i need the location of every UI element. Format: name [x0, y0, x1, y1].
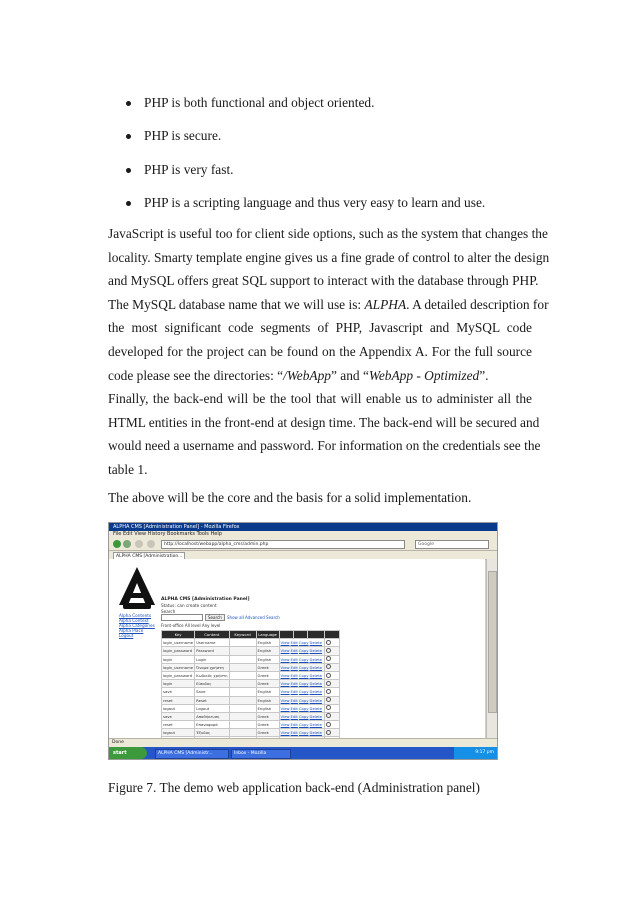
row-actions — [279, 680, 325, 688]
row-select — [325, 729, 340, 737]
table-cell: Login — [195, 655, 229, 663]
table-cell: English — [256, 696, 279, 704]
table-cell — [229, 688, 256, 696]
row-action-link: Copy — [298, 673, 309, 679]
panel-title: ALPHA CMS [Administration Panel] — [161, 597, 250, 602]
row-actions — [279, 671, 325, 679]
radio-icon — [326, 730, 331, 735]
row-select — [325, 704, 340, 712]
row-action-link: View — [280, 722, 290, 728]
table-cell: login_password — [162, 671, 195, 679]
table-row — [162, 721, 340, 729]
page-content — [109, 559, 485, 747]
row-action-link: View — [280, 681, 290, 687]
row-action-link: Copy — [298, 722, 309, 728]
text-segment: code please see the directories: “ — [108, 367, 284, 383]
table-cell: Password — [195, 647, 229, 655]
table-header-cell — [308, 631, 325, 639]
content-table — [161, 630, 340, 754]
text-line: The above will be the core and the basis for a solid implementation. — [108, 490, 472, 505]
text-line: would need a username and password. For information on the credentials see the — [108, 438, 541, 454]
directory-name: WebApp - Optimized — [368, 367, 480, 383]
table-cell: English — [256, 688, 279, 696]
row-action-link: View — [280, 656, 290, 662]
taskbar-item: ALPHA CMS [Administr... — [155, 749, 229, 759]
side-link: Alpha Contents — [119, 613, 152, 618]
row-actions — [279, 688, 325, 696]
table-cell — [229, 639, 256, 647]
row-action-link: Delete — [309, 640, 323, 646]
bullet-text: PHP is a scripting language and thus very easy to learn and use. — [144, 195, 486, 210]
table-cell: save — [162, 688, 195, 696]
panel-search-label: Search — [161, 609, 176, 614]
row-action-link: Copy — [298, 681, 309, 687]
radio-icon — [326, 697, 331, 702]
row-action-link: Copy — [298, 648, 309, 654]
table-cell: English — [256, 655, 279, 663]
table-cell: Αποθήκευση — [195, 712, 229, 720]
table-header-cell — [325, 631, 340, 639]
table-header-cell: Keyword — [229, 631, 256, 639]
table-row — [162, 663, 340, 671]
panel-search-button: Search — [205, 614, 225, 621]
reload-icon — [135, 540, 143, 548]
side-link: Logout — [119, 633, 134, 638]
row-action-link: Delete — [309, 722, 323, 728]
row-action-link: Edit — [290, 656, 298, 662]
row-select — [325, 712, 340, 720]
bullet-text: PHP is secure. — [144, 128, 222, 143]
radio-icon — [326, 664, 331, 669]
navigation-toolbar — [109, 538, 497, 551]
bullet-text: PHP is both functional and object oriented. — [144, 95, 375, 110]
table-cell — [229, 655, 256, 663]
back-icon — [113, 540, 121, 548]
table-cell: Username — [195, 639, 229, 647]
table-cell — [229, 721, 256, 729]
text-segment: . A detailed description for — [406, 296, 549, 312]
radio-icon — [326, 673, 331, 678]
table-cell: Logout — [195, 704, 229, 712]
panel-radios: Front-office All level Any level — [161, 623, 221, 628]
row-action-link: Delete — [309, 730, 323, 736]
table-cell: Greek — [256, 712, 279, 720]
directory-name: /WebApp — [283, 367, 331, 383]
table-cell: Όνομα χρήστη — [195, 663, 229, 671]
search-box: Google — [415, 540, 489, 549]
radio-icon — [326, 689, 331, 694]
row-select — [325, 639, 340, 647]
text-line — [108, 364, 532, 388]
table-cell: login_password — [162, 647, 195, 655]
start-button: start — [109, 747, 147, 759]
database-name: ALPHA — [364, 296, 407, 312]
paragraph-summary — [108, 486, 532, 510]
row-action-link: View — [280, 664, 290, 670]
row-action-link: Edit — [290, 640, 298, 646]
panel-search-input — [161, 614, 203, 621]
table-cell — [229, 663, 256, 671]
row-actions — [279, 655, 325, 663]
row-action-link: Delete — [309, 648, 323, 654]
row-action-link: Copy — [298, 656, 309, 662]
row-action-link: Copy — [298, 730, 309, 736]
text-segment: The MySQL database name that we will use is: — [108, 296, 365, 312]
text-line: JavaScript is useful too for client side options, such as the system that changes the — [108, 226, 548, 241]
table-header-cell — [279, 631, 293, 639]
radio-icon — [326, 705, 331, 710]
row-action-link: View — [280, 697, 290, 703]
side-link: Alpha Place — [119, 628, 144, 633]
table-cell: Save — [195, 688, 229, 696]
table-cell: reset — [162, 721, 195, 729]
browser-tab: ALPHA CMS [Administration... — [113, 552, 185, 560]
row-action-link: Copy — [298, 640, 309, 646]
bullet-dot-icon — [126, 168, 131, 173]
bullet-dot-icon — [126, 134, 131, 139]
radio-icon — [326, 681, 331, 686]
row-action-link: Edit — [290, 648, 298, 654]
status-bar: Done — [109, 738, 498, 747]
table-cell: login — [162, 655, 195, 663]
row-action-link: Delete — [309, 681, 323, 687]
table-cell: login_username — [163, 640, 194, 646]
forward-icon — [123, 540, 131, 548]
row-action-link: Delete — [309, 673, 323, 679]
table-cell: English — [256, 704, 279, 712]
taskbar — [109, 747, 497, 759]
row-action-link: Edit — [290, 681, 298, 687]
row-action-link: Delete — [309, 664, 323, 670]
row-action-link: Edit — [290, 705, 298, 711]
row-action-link: View — [280, 689, 290, 695]
taskbar-item: Inbox - Mozilla — [231, 749, 291, 759]
table-cell: login_username — [163, 664, 194, 670]
table-row — [162, 729, 340, 737]
table-header-cell — [293, 631, 307, 639]
row-actions — [279, 721, 325, 729]
table-row — [162, 655, 340, 663]
row-actions — [279, 639, 325, 647]
side-navigation — [119, 613, 155, 638]
table-cell — [229, 704, 256, 712]
radio-icon — [326, 640, 331, 645]
radio-icon — [326, 722, 331, 727]
row-actions — [279, 729, 325, 737]
row-action-link: Edit — [290, 697, 298, 703]
text-segment: ” and “ — [330, 367, 369, 383]
table-row — [162, 671, 340, 679]
row-action-link: View — [280, 713, 290, 719]
row-action-link: View — [280, 648, 290, 654]
admin-panel-screenshot — [108, 522, 498, 760]
side-link: Alpha Context — [119, 618, 149, 623]
text-line: developed for the project can be found on the Appendix A. For the full source — [108, 343, 532, 359]
table-cell: Greek — [256, 729, 279, 737]
row-action-link: Edit — [290, 713, 298, 719]
row-action-link: Edit — [290, 689, 298, 695]
table-cell — [229, 729, 256, 737]
radio-icon — [326, 656, 331, 661]
table-cell — [229, 712, 256, 720]
table-cell: Reset — [195, 696, 229, 704]
table-cell: Επαναφορά — [195, 721, 229, 729]
row-select — [325, 671, 340, 679]
table-cell — [229, 696, 256, 704]
row-action-link: Edit — [290, 673, 298, 679]
system-clock: 9:17 pm — [454, 747, 497, 759]
table-cell: Greek — [256, 680, 279, 688]
row-action-link: Copy — [298, 713, 309, 719]
text-line: locality. Smarty template engine gives us a fine grade of control to alter the design — [108, 249, 550, 265]
table-cell — [229, 671, 256, 679]
window-title-bar: ALPHA CMS [Administration Panel] - Mozilla Firefox — [109, 523, 497, 531]
row-actions — [279, 704, 325, 712]
bullet-dot-icon — [126, 101, 131, 106]
text-line: the most significant code segments of PHP, Javascript and MySQL code — [108, 320, 532, 336]
text-line: and MySQL offers great SQL support to interact with the database through PHP. — [108, 273, 539, 289]
alpha-cms-logo-icon — [119, 567, 155, 609]
row-select — [325, 663, 340, 671]
row-actions — [279, 696, 325, 704]
row-select — [325, 655, 340, 663]
table-cell: save — [162, 712, 195, 720]
radio-icon — [326, 648, 331, 653]
row-action-link: Copy — [298, 697, 309, 703]
table-header-cell: Key — [162, 631, 195, 639]
radio-icon — [326, 713, 331, 718]
table-header-cell: Content — [195, 631, 229, 639]
table-row — [162, 688, 340, 696]
table-cell: Greek — [256, 721, 279, 729]
table-header-cell: Language — [256, 631, 279, 639]
text-line: HTML entities in the front-end at design time. The back-end will be secured and — [108, 414, 540, 430]
table-cell — [229, 647, 256, 655]
row-select — [325, 688, 340, 696]
table-row — [162, 680, 340, 688]
menu-bar: File Edit View History Bookmarks Tools Help — [109, 531, 497, 538]
table-cell: login — [162, 680, 195, 688]
row-select — [325, 721, 340, 729]
row-action-link: Delete — [309, 697, 323, 703]
text-segment: ”. — [479, 367, 489, 383]
scrollbar — [486, 559, 497, 747]
row-actions — [279, 647, 325, 655]
panel-links: Show all Advanced Search — [227, 615, 280, 620]
row-select — [325, 647, 340, 655]
text-line: table 1. — [108, 461, 148, 477]
table-cell: English — [256, 639, 279, 647]
bullet-text: PHP is very fast. — [144, 162, 234, 177]
paragraph-backend — [108, 387, 541, 481]
row-action-link: Delete — [309, 656, 323, 662]
row-action-link: Edit — [290, 722, 298, 728]
table-cell: Έξοδος — [195, 729, 229, 737]
table-cell: Κωδικός χρήστη — [196, 673, 228, 679]
bullet-dot-icon — [126, 201, 131, 206]
row-action-link: Copy — [298, 705, 309, 711]
row-select — [325, 696, 340, 704]
row-action-link: Delete — [309, 689, 323, 695]
row-actions — [279, 712, 325, 720]
row-action-link: View — [280, 705, 290, 711]
side-link: Alpha Categories — [119, 623, 155, 628]
table-cell: logout — [162, 729, 195, 737]
table-cell — [229, 680, 256, 688]
table-cell: logout — [162, 704, 195, 712]
row-action-link: View — [280, 673, 290, 679]
table-row — [162, 712, 340, 720]
table-row — [162, 704, 340, 712]
paragraph-javascript — [108, 222, 550, 387]
row-action-link: View — [280, 640, 290, 646]
row-action-link: Edit — [290, 664, 298, 670]
table-cell: Greek — [256, 671, 279, 679]
home-icon — [147, 540, 155, 548]
row-select — [325, 680, 340, 688]
row-action-link: Copy — [298, 689, 309, 695]
table-cell: reset — [162, 696, 195, 704]
table-cell: English — [256, 647, 279, 655]
table-cell: Greek — [256, 663, 279, 671]
row-action-link: View — [280, 730, 290, 736]
table-row — [162, 696, 340, 704]
row-action-link: Edit — [290, 730, 298, 736]
text-line: Finally, the back-end will be the tool that will enable us to administer all the — [108, 391, 532, 406]
figure-caption: Figure 7. The demo web application back-end (Administration panel) — [108, 780, 480, 795]
scrollbar-thumb — [488, 571, 497, 713]
row-actions — [279, 663, 325, 671]
text-line — [108, 293, 549, 317]
row-action-link: Delete — [309, 705, 323, 711]
table-row — [162, 647, 340, 655]
address-bar: http://localhost/webapp/alpha_cms/admin.php — [161, 540, 405, 549]
table-cell: Είσοδος — [195, 680, 229, 688]
row-action-link: Copy — [298, 664, 309, 670]
table-row — [162, 639, 340, 647]
row-action-link: Delete — [309, 713, 323, 719]
panel-status: Status: can create content — [161, 603, 217, 608]
